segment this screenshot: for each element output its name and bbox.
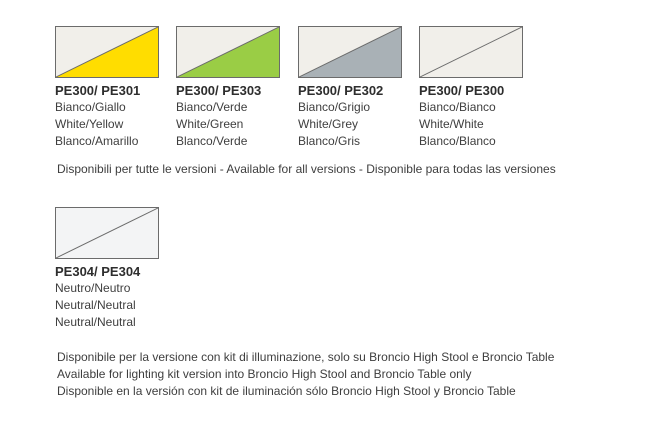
product-code: PE300/ PE301 bbox=[55, 83, 141, 98]
availability-note-es: Disponible en la versión con kit de iluminación sólo Broncio High Stool y Broncio Table bbox=[57, 384, 516, 398]
availability-note-en: Available for lighting kit version into Broncio High Stool and Broncio Table only bbox=[57, 367, 472, 381]
color-swatch-white-yellow bbox=[55, 26, 159, 78]
color-name-it: Bianco/Verde bbox=[176, 100, 248, 114]
color-name-en: White/Green bbox=[176, 117, 244, 131]
color-name-es: Blanco/Blanco bbox=[419, 134, 496, 148]
availability-note-all-versions: Disponibili per tutte le versioni - Available for all versions - Disponible para todas las versiones bbox=[57, 162, 556, 176]
color-swatch-white-grey bbox=[298, 26, 402, 78]
swatch-card-pe302 bbox=[298, 26, 420, 150]
product-code: PE300/ PE302 bbox=[298, 83, 384, 98]
color-name-en: White/White bbox=[419, 117, 484, 131]
swatch-card-pe304 bbox=[55, 207, 177, 331]
color-name-es: Blanco/Gris bbox=[298, 134, 361, 148]
availability-note-it: Disponibile per la versione con kit di illuminazione, solo su Broncio High Stool e Broncio Table bbox=[57, 350, 555, 364]
swatch-card-pe303 bbox=[176, 26, 298, 150]
product-code: PE300/ PE300 bbox=[419, 83, 505, 98]
color-swatch-neutral bbox=[55, 207, 159, 259]
product-code: PE304/ PE304 bbox=[55, 264, 141, 279]
color-name-es: Blanco/Verde bbox=[176, 134, 248, 148]
color-name-it: Bianco/Grigio bbox=[298, 100, 371, 114]
color-name-en: Neutral/Neutral bbox=[55, 298, 136, 312]
color-name-en: White/Yellow bbox=[55, 117, 124, 131]
color-name-it: Bianco/Bianco bbox=[419, 100, 496, 114]
color-swatch-white-white bbox=[419, 26, 523, 78]
color-swatch-white-green bbox=[176, 26, 280, 78]
product-code: PE300/ PE303 bbox=[176, 83, 262, 98]
color-name-en: White/Grey bbox=[298, 117, 359, 131]
swatch-card-pe300 bbox=[419, 26, 541, 150]
availability-note-lighting-kit bbox=[57, 349, 554, 400]
color-name-it: Neutro/Neutro bbox=[55, 281, 131, 295]
color-name-es: Neutral/Neutral bbox=[55, 315, 136, 329]
swatch-card-pe301 bbox=[55, 26, 177, 150]
color-name-es: Blanco/Amarillo bbox=[55, 134, 139, 148]
color-name-it: Bianco/Giallo bbox=[55, 100, 126, 114]
